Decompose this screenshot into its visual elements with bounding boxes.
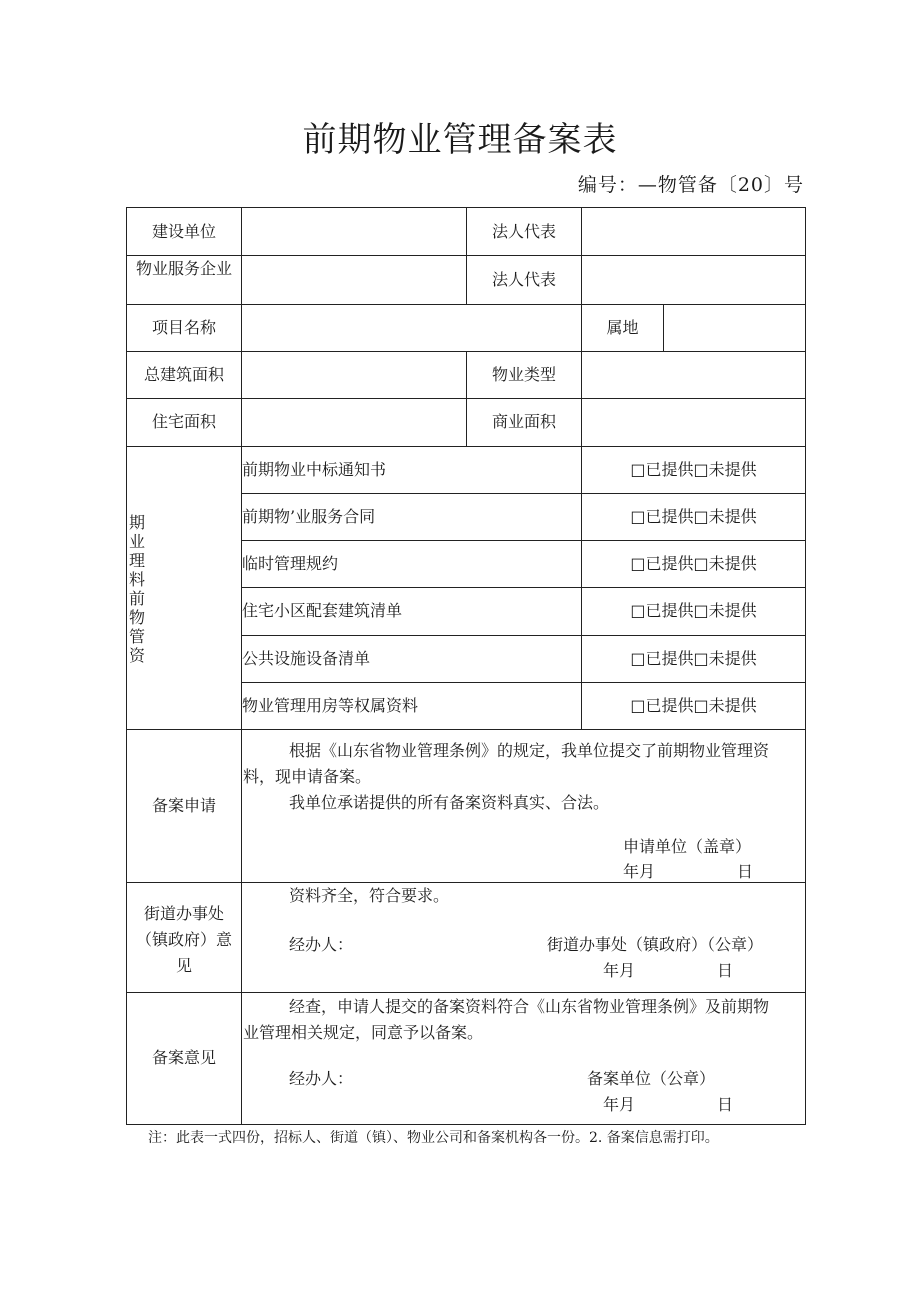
label-street-opinion-line: 街道办事处 bbox=[143, 904, 224, 923]
footnote: 注：此表一式四份，招标人、街道（镇）、物业公司和备案机构各一份。2. 备案信息需打印。 bbox=[148, 1130, 719, 1146]
applicant-signature: 申请单位（盖章） bbox=[623, 837, 752, 856]
label-street-opinion-line: （镇政府）意 bbox=[135, 930, 232, 949]
material-item-name: 前期物’业服务合同 bbox=[242, 506, 376, 526]
commercial-area-field[interactable] bbox=[582, 398, 805, 446]
filing-opinion-line2: 业管理相关规定，同意予以备案。 bbox=[243, 1023, 484, 1042]
label-filing-opinion: 备案意见 bbox=[151, 1048, 216, 1067]
material-status-checkbox[interactable]: □已提供□未提供 bbox=[630, 459, 757, 479]
total-area-field[interactable] bbox=[242, 351, 466, 398]
form-title: 前期物业管理备案表 bbox=[302, 120, 618, 160]
territory-field[interactable] bbox=[664, 304, 805, 351]
label-street-opinion bbox=[127, 901, 241, 979]
label-territory: 属地 bbox=[606, 317, 639, 337]
material-status-checkbox[interactable]: □已提供□未提供 bbox=[630, 648, 757, 668]
filing-date-month: 年月 bbox=[603, 1095, 636, 1114]
project-name-field[interactable] bbox=[242, 304, 581, 351]
material-status-checkbox[interactable]: □已提供□未提供 bbox=[630, 506, 757, 526]
filing-date-day: 日 bbox=[717, 1095, 734, 1114]
label-filing-application: 备案申请 bbox=[151, 795, 216, 815]
legal-rep-field[interactable] bbox=[582, 208, 805, 255]
legal-rep-2-field[interactable] bbox=[582, 255, 805, 304]
filing-handler: 经办人： bbox=[289, 1069, 354, 1088]
label-service-company: 物业服务企业 bbox=[135, 259, 232, 278]
application-text-line2: 料，现申请备案。 bbox=[243, 767, 372, 786]
label-residential-area: 住宅面积 bbox=[151, 412, 216, 431]
street-date-day: 日 bbox=[717, 961, 734, 980]
filing-unit-stamp: 备案单位（公章） bbox=[587, 1069, 716, 1088]
label-project-name: 项目名称 bbox=[151, 317, 216, 337]
material-item-name: 公共设施设备清单 bbox=[242, 648, 371, 668]
label-property-type: 物业类型 bbox=[491, 364, 556, 384]
material-item-name: 住宅小区配套建筑清单 bbox=[242, 601, 403, 620]
residential-area-field[interactable] bbox=[242, 398, 466, 446]
application-text-line1: 根据《山东省物业管理条例》的规定，我单位提交了前期物业管理资 bbox=[289, 741, 770, 760]
label-legal-rep-2: 法人代表 bbox=[491, 269, 556, 289]
label-commercial-area: 商业面积 bbox=[491, 412, 556, 431]
label-legal-rep: 法人代表 bbox=[491, 221, 556, 241]
material-item-name: 前期物业中标通知书 bbox=[242, 459, 387, 479]
street-date-month: 年月 bbox=[603, 961, 636, 980]
street-opinion-text: 资料齐全，符合要求。 bbox=[289, 886, 450, 905]
document-number: 编号：—物管备〔20〕号 bbox=[577, 174, 804, 196]
street-handler: 经办人： bbox=[289, 935, 354, 954]
label-street-opinion-line: 见 bbox=[175, 956, 192, 975]
label-construction-unit: 建设单位 bbox=[151, 221, 216, 241]
application-date-month: 年月 bbox=[623, 862, 656, 881]
construction-unit-field[interactable] bbox=[242, 208, 466, 255]
row-divider bbox=[127, 882, 805, 883]
application-text-line3: 我单位承诺提供的所有备案资料真实、合法。 bbox=[289, 793, 610, 812]
material-item-name: 临时管理规约 bbox=[242, 553, 339, 573]
material-status-checkbox[interactable]: □已提供□未提供 bbox=[630, 695, 757, 715]
filing-form-table bbox=[126, 207, 806, 1125]
material-status-checkbox[interactable]: □已提供□未提供 bbox=[630, 553, 757, 573]
application-date-day: 日 bbox=[737, 862, 754, 881]
street-office-stamp: 街道办事处（镇政府）（公章） bbox=[547, 935, 764, 954]
material-item-name: 物业管理用房等权属资料 bbox=[242, 695, 419, 715]
filing-opinion-line1: 经查，申请人提交的备案资料符合《山东省物业管理条例》及前期物 bbox=[289, 997, 770, 1016]
material-status-checkbox[interactable]: □已提供□未提供 bbox=[630, 601, 757, 620]
materials-group-label: 期业理料前物管资 bbox=[129, 513, 146, 665]
property-type-field[interactable] bbox=[582, 351, 805, 398]
label-total-area: 总建筑面积 bbox=[143, 364, 224, 384]
service-company-field[interactable] bbox=[242, 255, 466, 304]
